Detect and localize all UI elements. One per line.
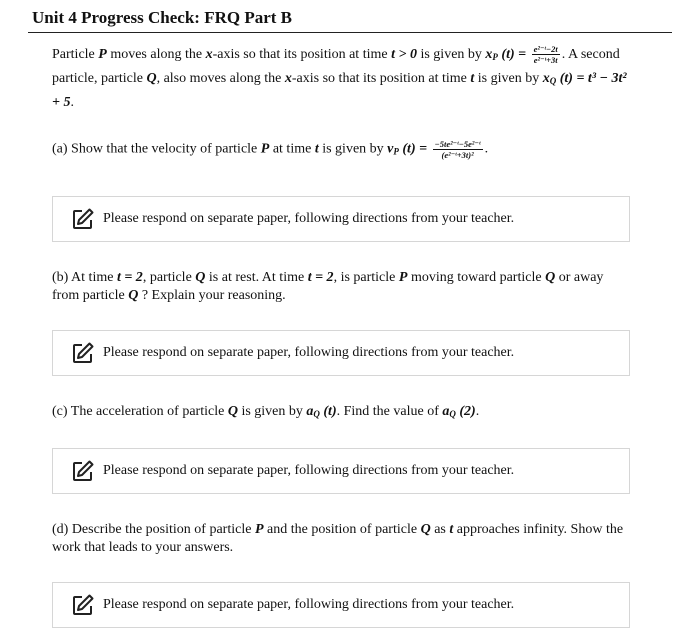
position-p-fraction: $\frac{\text{e²⁻ᵗ−2t}}{\text{e²⁻ᵗ+3t}}$ [533,44,558,66]
response-text: Please respond on separate paper, following directions from your teacher. [103,463,515,478]
edit-icon [71,207,95,231]
question-b: (b) At time t = 2, particle Q is at rest. At time t = 2, is particle P moving toward particle Q or away from particle Q ? Explain your reasoning. [52,270,604,303]
velocity-p-fraction: $\frac{\text{−5te²⁻ᵗ−5e²⁻ᵗ}}{\text{(e²⁻ᵗ+3t)²}}$ [434,139,481,160]
page-title: Unit 4 Progress Check: FRQ Part B [32,8,293,27]
response-text: Please respond on separate paper, following directions from your teacher. [103,345,515,360]
response-box-b [52,330,630,376]
response-box-c [52,448,630,494]
question-a: (a) Show that the velocity of particle P at time t is given by $v_P$ (t) = $\frac{\text{−5te²⁻ᵗ−5e²⁻ᵗ}}{\text{(e²⁻ᵗ+3t)²}}$ . [52,139,489,160]
edit-icon [71,341,95,365]
problem-intro: Particle P moves along the x-axis so that its position at time t > 0 is given by $x_P$ (t) = $\frac{\text{e²⁻ᵗ−2t}}{\text{e²⁻ᵗ+3t}}$ . A second particle, particle Q, also moves along the x-axis so that its position at time t is given by $x_Q$ (t) = t³ − 3t² + 5. [52,44,627,110]
response-text: Please respond on separate paper, following directions from your teacher. [103,597,515,612]
header-divider [28,32,672,33]
question-c: (c) The acceleration of particle Q is given by $a_Q$ (t). Find the value of $a_Q$ (2). [52,404,480,419]
response-box-a [52,196,630,242]
edit-icon [71,459,95,483]
question-d: (d) Describe the position of particle P and the position of particle Q as t approaches infinity. Show the work that leads to your answers. [52,522,624,555]
edit-icon [71,593,95,617]
response-box-d [52,582,630,628]
response-text: Please respond on separate paper, following directions from your teacher. [103,211,515,226]
